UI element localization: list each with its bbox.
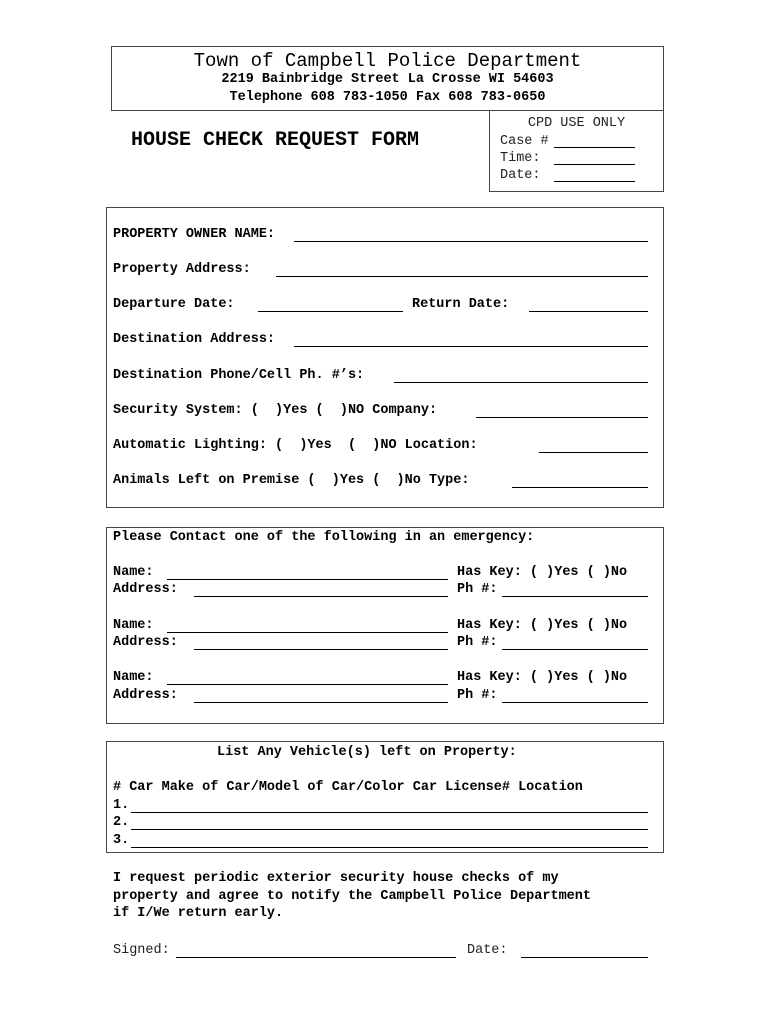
cpd-heading: CPD USE ONLY [527, 116, 626, 131]
contact-2-name-field[interactable] [167, 632, 448, 633]
security-system-label: Security System: ( )Yes ( )NO Company: [113, 403, 438, 418]
property-section [106, 207, 664, 508]
destination-address-label: Destination Address: [113, 332, 276, 347]
destination-address-field[interactable] [294, 346, 648, 347]
agreement-line-1: I request periodic exterior security house checks of my [113, 871, 559, 886]
emergency-heading: Please Contact one of the following in an emergency: [113, 530, 535, 545]
lighting-location-field[interactable] [539, 452, 648, 453]
signature-field[interactable] [176, 957, 456, 958]
security-company-field[interactable] [476, 417, 648, 418]
cpd-date-label: Date: [500, 168, 541, 183]
vehicle-row-2-label: 2. [113, 815, 130, 830]
destination-phone-label: Destination Phone/Cell Ph. #’s: [113, 368, 365, 383]
contact-1-name-label: Name: [113, 565, 154, 580]
departure-date-label: Departure Date: [113, 297, 235, 312]
vehicle-row-2-field[interactable] [131, 829, 648, 830]
contact-3-name-field[interactable] [167, 684, 448, 685]
contact-3-phone-label: Ph #: [457, 688, 498, 703]
contact-1-address-label: Address: [113, 582, 178, 597]
vehicle-row-1-label: 1. [113, 798, 130, 813]
contact-1-has-key[interactable]: Has Key: ( )Yes ( )No [457, 565, 628, 580]
return-date-field[interactable] [529, 311, 648, 312]
animals-label: Animals Left on Premise ( )Yes ( )No Type: [113, 473, 470, 488]
cpd-case-label: Case # [500, 134, 549, 149]
vehicles-columns: # Car Make of Car/Model of Car/Color Car License# Location [113, 780, 583, 795]
property-address-field[interactable] [276, 276, 648, 277]
vehicle-row-1-field[interactable] [131, 812, 648, 813]
contact-3-address-label: Address: [113, 688, 178, 703]
cpd-case-line [554, 147, 635, 148]
return-date-label: Return Date: [412, 297, 510, 312]
form-title: HOUSE CHECK REQUEST FORM [131, 129, 420, 152]
departure-date-field[interactable] [258, 311, 403, 312]
contact-1-address-field[interactable] [194, 596, 448, 597]
contact-1-phone-field[interactable] [502, 596, 648, 597]
owner-name-label: PROPERTY OWNER NAME: [113, 227, 276, 242]
department-phone: Telephone 608 783-1050 Fax 608 783-0650 [229, 90, 546, 105]
contact-1-name-field[interactable] [167, 579, 448, 580]
agreement-line-3: if I/We return early. [113, 906, 284, 921]
signature-date-label: Date: [467, 943, 508, 958]
cpd-time-label: Time: [500, 151, 541, 166]
agreement-line-2: property and agree to notify the Campbell Police Department [113, 889, 591, 904]
signature-date-field[interactable] [521, 957, 648, 958]
vehicle-row-3-field[interactable] [131, 847, 648, 848]
contact-2-phone-label: Ph #: [457, 635, 498, 650]
property-address-label: Property Address: [113, 262, 251, 277]
automatic-lighting-label: Automatic Lighting: ( )Yes ( )NO Location: [113, 438, 478, 453]
contact-2-address-field[interactable] [194, 649, 448, 650]
owner-name-field[interactable] [294, 241, 648, 242]
department-address: 2219 Bainbridge Street La Crosse WI 54603 [221, 72, 554, 87]
cpd-time-line [554, 164, 635, 165]
contact-1-phone-label: Ph #: [457, 582, 498, 597]
destination-phone-field[interactable] [394, 382, 648, 383]
contact-3-phone-field[interactable] [502, 702, 648, 703]
contact-2-phone-field[interactable] [502, 649, 648, 650]
department-title: Town of Campbell Police Department [193, 50, 582, 72]
contact-3-name-label: Name: [113, 670, 154, 685]
contact-3-address-field[interactable] [194, 702, 448, 703]
signed-label: Signed: [113, 943, 170, 958]
contact-2-name-label: Name: [113, 618, 154, 633]
contact-3-has-key[interactable]: Has Key: ( )Yes ( )No [457, 670, 628, 685]
vehicle-row-3-label: 3. [113, 833, 130, 848]
animals-type-field[interactable] [512, 487, 648, 488]
vehicles-heading: List Any Vehicle(s) left on Property: [217, 745, 517, 760]
cpd-date-line [554, 181, 635, 182]
contact-2-has-key[interactable]: Has Key: ( )Yes ( )No [457, 618, 628, 633]
contact-2-address-label: Address: [113, 635, 178, 650]
